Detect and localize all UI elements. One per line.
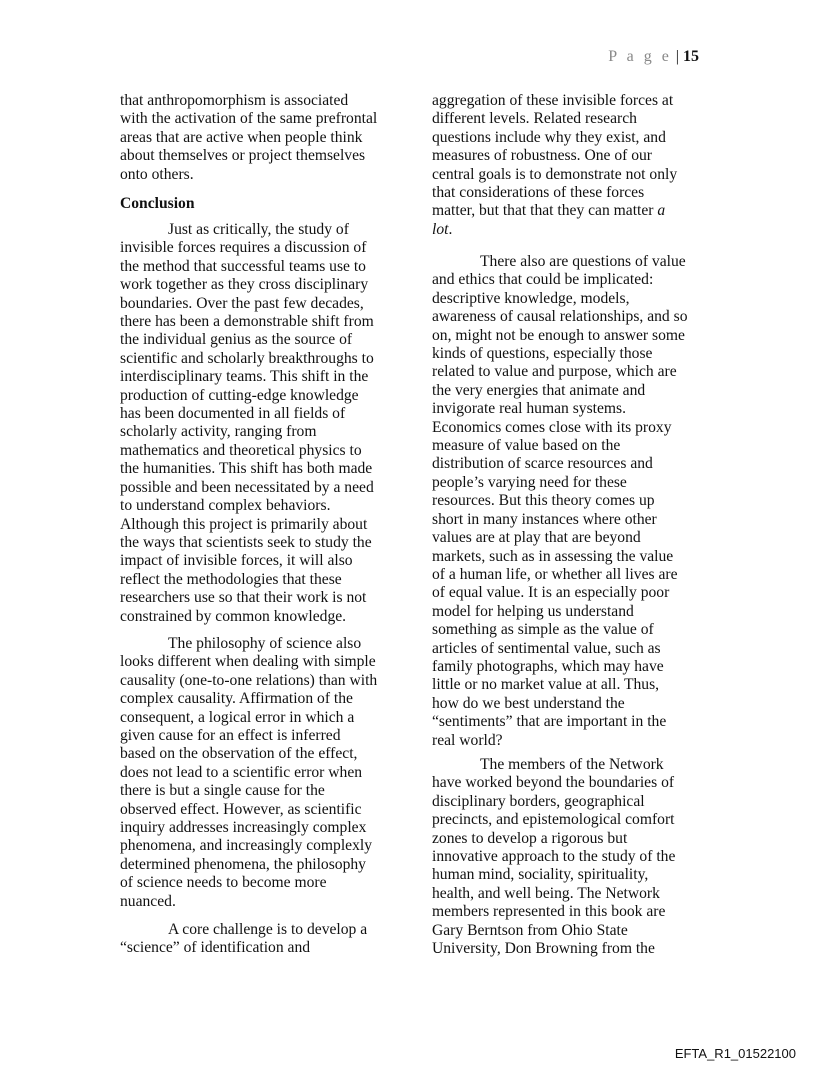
text-line xyxy=(432,327,688,345)
text-line xyxy=(120,837,377,855)
text-segment: zones to develop a rigorous but xyxy=(432,829,628,847)
text-line xyxy=(432,253,688,271)
text-segment: work together as they cross disciplinary xyxy=(120,276,369,294)
text-segment: A core challenge is to develop a xyxy=(168,921,368,938)
text-line xyxy=(432,110,677,128)
text-segment: short in many instances where other xyxy=(432,510,657,528)
text-segment: that anthropomorphism is associated xyxy=(120,92,349,109)
text-segment: questions include why they exist, and xyxy=(432,128,666,146)
text-segment: possible and been necessitated by a need xyxy=(120,478,374,496)
paragraph xyxy=(432,253,688,750)
text-segment: members represented in this book are xyxy=(432,903,666,921)
text-line xyxy=(120,239,374,257)
text-segment: mathematics and theoretical physics to xyxy=(120,441,362,459)
section-heading: Conclusion xyxy=(120,195,195,212)
text-segment: impact of invisible forces, it will also xyxy=(120,552,353,570)
text-segment: distribution of scarce resources and xyxy=(432,455,653,473)
text-segment: the method that successful teams use to xyxy=(120,257,366,275)
text-line xyxy=(120,221,374,239)
text-segment: about themselves or project themselves xyxy=(120,147,366,165)
text-segment: resources. But this theory comes up xyxy=(432,492,655,510)
text-line xyxy=(432,184,677,202)
text-line xyxy=(120,764,377,782)
text-segment: areas that are active when people think xyxy=(120,128,363,146)
text-line xyxy=(432,529,688,547)
text-segment: the individual genius as the source of xyxy=(120,331,353,349)
text-segment: measures of robustness. One of our xyxy=(432,147,652,165)
text-segment: little or no market value at all. Thus, xyxy=(432,676,660,694)
text-line xyxy=(120,921,367,939)
text-segment: does not lead to a scientific error when xyxy=(120,763,363,781)
text-line xyxy=(120,608,374,626)
text-segment: The members of the Network xyxy=(480,756,664,773)
text-line xyxy=(120,745,377,763)
text-segment: constrained by common knowledge. xyxy=(120,607,347,625)
text-segment: matter, but that that they can matter xyxy=(432,202,658,220)
text-line xyxy=(120,258,374,276)
text-segment: how do we best understand the xyxy=(432,694,625,712)
text-line xyxy=(120,92,377,110)
text-line xyxy=(432,548,688,566)
text-segment: production of cutting-edge knowledge xyxy=(120,386,359,404)
text-segment: human mind, sociality, spirituality, xyxy=(432,866,649,884)
text-line xyxy=(120,387,374,405)
text-line xyxy=(432,166,677,184)
text-line xyxy=(432,621,688,639)
text-line xyxy=(432,419,688,437)
text-line xyxy=(120,709,377,727)
text-segment: something as simple as the value of xyxy=(432,621,654,639)
text-line xyxy=(432,676,688,694)
text-line xyxy=(120,856,377,874)
text-segment: health, and well being. The Network xyxy=(432,884,660,902)
page-separator: | xyxy=(671,48,683,65)
text-segment: “sentiments” that are important in the xyxy=(432,713,667,731)
text-segment: innovative approach to the study of the xyxy=(432,848,676,866)
text-line xyxy=(120,534,374,552)
text-line xyxy=(120,479,374,497)
text-line xyxy=(120,313,374,331)
text-segment: family photographs, which may have xyxy=(432,657,664,675)
text-segment: nuanced. xyxy=(120,892,176,910)
text-segment: causality (one-to-one relations) than with xyxy=(120,671,378,689)
text-line xyxy=(432,474,688,492)
text-line xyxy=(120,442,374,460)
text-segment: real world? xyxy=(432,731,503,749)
text-segment: interdisciplinary teams. This shift in the xyxy=(120,368,369,386)
text-line xyxy=(120,350,374,368)
text-line xyxy=(432,713,688,731)
text-line xyxy=(432,202,677,220)
text-line xyxy=(120,782,377,800)
text-segment: There also are questions of value xyxy=(480,253,686,270)
text-segment: boundaries. Over the past few decades, xyxy=(120,294,364,312)
document-id: EFTA_R1_01522100 xyxy=(674,1046,796,1061)
text-line xyxy=(120,801,377,819)
text-line xyxy=(432,774,675,792)
text-line xyxy=(120,516,374,534)
text-segment: invigorate real human systems. xyxy=(432,400,627,418)
text-line xyxy=(120,819,377,837)
text-segment: values are at play that are beyond xyxy=(432,529,641,547)
text-line xyxy=(432,658,688,676)
paragraph xyxy=(432,756,675,958)
text-line xyxy=(120,166,377,184)
page-number: 15 xyxy=(683,48,699,65)
text-line xyxy=(432,437,688,455)
text-line xyxy=(120,460,374,478)
paragraph xyxy=(120,635,377,911)
text-line xyxy=(432,848,675,866)
text-segment: inquiry addresses increasingly complex xyxy=(120,819,367,837)
text-line xyxy=(120,727,377,745)
text-line xyxy=(432,492,688,510)
text-segment: has been documented in all fields of xyxy=(120,405,346,423)
text-segment: University, Don Browning from the xyxy=(432,940,655,958)
text-segment: on, might not be enough to answer some xyxy=(432,326,685,344)
text-line xyxy=(120,690,377,708)
text-line xyxy=(120,874,377,892)
text-line xyxy=(432,584,688,602)
text-segment: Economics comes close with its proxy xyxy=(432,418,672,436)
text-segment: based on the observation of the effect, xyxy=(120,745,358,763)
text-line xyxy=(432,922,675,940)
text-line xyxy=(120,276,374,294)
text-segment: phenomena, and increasingly complexly xyxy=(120,837,373,855)
text-line xyxy=(432,830,675,848)
text-line xyxy=(432,603,688,621)
text-line xyxy=(432,147,677,165)
text-line xyxy=(432,271,688,289)
text-line xyxy=(120,423,374,441)
text-line xyxy=(120,405,374,423)
text-line xyxy=(120,635,377,653)
text-segment: descriptive knowledge, models, xyxy=(432,289,630,307)
text-segment: measure of value based on the xyxy=(432,437,621,455)
text-segment: awareness of causal relationships, and so xyxy=(432,308,688,326)
text-segment: Gary Berntson from Ohio State xyxy=(432,921,628,939)
text-line xyxy=(432,511,688,529)
italic-text: lot xyxy=(432,220,449,238)
text-segment: people’s varying need for these xyxy=(432,473,627,491)
text-segment: complex causality. Affirmation of the xyxy=(120,690,353,708)
text-segment: “science” of identification and xyxy=(120,939,311,957)
text-line xyxy=(432,382,688,400)
text-segment: . xyxy=(448,220,453,238)
text-line xyxy=(120,653,377,671)
text-segment: and ethics that could be implicated: xyxy=(432,271,654,289)
text-segment: related to value and purpose, which are xyxy=(432,363,677,381)
text-line xyxy=(432,811,675,829)
text-segment: consequent, a logical error in which a xyxy=(120,708,355,726)
text-line xyxy=(432,566,688,584)
text-line xyxy=(432,129,677,147)
text-line xyxy=(120,672,377,690)
text-line xyxy=(120,893,377,911)
page-label: P a g e xyxy=(608,48,672,65)
paragraph xyxy=(432,92,677,239)
text-segment: the humanities. This shift has both made xyxy=(120,460,373,478)
text-line xyxy=(432,455,688,473)
text-line xyxy=(432,221,677,239)
text-line xyxy=(432,345,688,363)
text-segment: onto others. xyxy=(120,165,194,183)
text-line xyxy=(432,940,675,958)
text-segment: there has been a demonstrable shift from xyxy=(120,313,374,331)
text-line xyxy=(432,866,675,884)
text-line xyxy=(432,695,688,713)
text-segment: with the activation of the same prefrontal xyxy=(120,110,378,128)
text-segment: precincts, and epistemological comfort xyxy=(432,811,675,829)
text-segment: scientific and scholarly breakthroughs to xyxy=(120,349,374,367)
page-header xyxy=(608,48,699,66)
text-line xyxy=(432,308,688,326)
text-segment: the ways that scientists seek to study the xyxy=(120,533,372,551)
text-segment: given cause for an effect is inferred xyxy=(120,727,341,745)
text-line xyxy=(432,92,677,110)
text-segment: of a human life, or whether all lives are xyxy=(432,565,678,583)
text-segment: reflect the methodologies that these xyxy=(120,570,342,588)
text-segment: articles of sentimental value, such as xyxy=(432,639,661,657)
text-line xyxy=(120,147,377,165)
text-segment: that considerations of these forces xyxy=(432,184,645,202)
text-segment: there is but a single cause for the xyxy=(120,782,325,800)
text-segment: The philosophy of science also xyxy=(168,635,362,652)
text-line xyxy=(120,110,377,128)
italic-text: a xyxy=(657,202,666,220)
text-line xyxy=(432,903,675,921)
text-line xyxy=(120,552,374,570)
text-segment: looks different when dealing with simple xyxy=(120,653,376,671)
text-segment: invisible forces requires a discussion of xyxy=(120,239,367,257)
text-line xyxy=(120,331,374,349)
text-segment: scholarly activity, ranging from xyxy=(120,423,317,441)
text-segment: disciplinary borders, geographical xyxy=(432,792,645,810)
text-line xyxy=(120,368,374,386)
text-line xyxy=(120,571,374,589)
text-segment: the very energies that animate and xyxy=(432,381,646,399)
text-segment: have worked beyond the boundaries of xyxy=(432,774,675,792)
text-line xyxy=(120,295,374,313)
text-segment: researchers use so that their work is not xyxy=(120,589,367,607)
text-line xyxy=(432,793,675,811)
text-segment: of equal value. It is an especially poor xyxy=(432,584,670,602)
text-line xyxy=(432,885,675,903)
text-line xyxy=(120,497,374,515)
text-segment: central goals is to demonstrate not only xyxy=(432,165,678,183)
text-line xyxy=(120,129,377,147)
text-line xyxy=(120,589,374,607)
text-segment: kinds of questions, especially those xyxy=(432,345,653,363)
text-line xyxy=(432,363,688,381)
text-segment: different levels. Related research xyxy=(432,110,637,128)
text-line xyxy=(120,939,367,957)
text-segment: aggregation of these invisible forces at xyxy=(432,92,674,109)
text-segment: to understand complex behaviors. xyxy=(120,497,331,515)
paragraph xyxy=(120,221,374,626)
text-segment: determined phenomena, the philosophy xyxy=(120,855,366,873)
text-line xyxy=(432,756,675,774)
text-segment: Just as critically, the study of xyxy=(168,221,349,238)
paragraph xyxy=(120,921,367,958)
text-line xyxy=(432,640,688,658)
text-segment: model for helping us understand xyxy=(432,602,634,620)
text-segment: markets, such as in assessing the value xyxy=(432,547,674,565)
text-segment: of science needs to become more xyxy=(120,874,327,892)
text-line xyxy=(432,732,688,750)
text-segment: observed effect. However, as scientific xyxy=(120,800,362,818)
text-segment: Although this project is primarily about xyxy=(120,515,368,533)
text-line xyxy=(432,400,688,418)
paragraph xyxy=(120,92,377,184)
text-line xyxy=(432,290,688,308)
